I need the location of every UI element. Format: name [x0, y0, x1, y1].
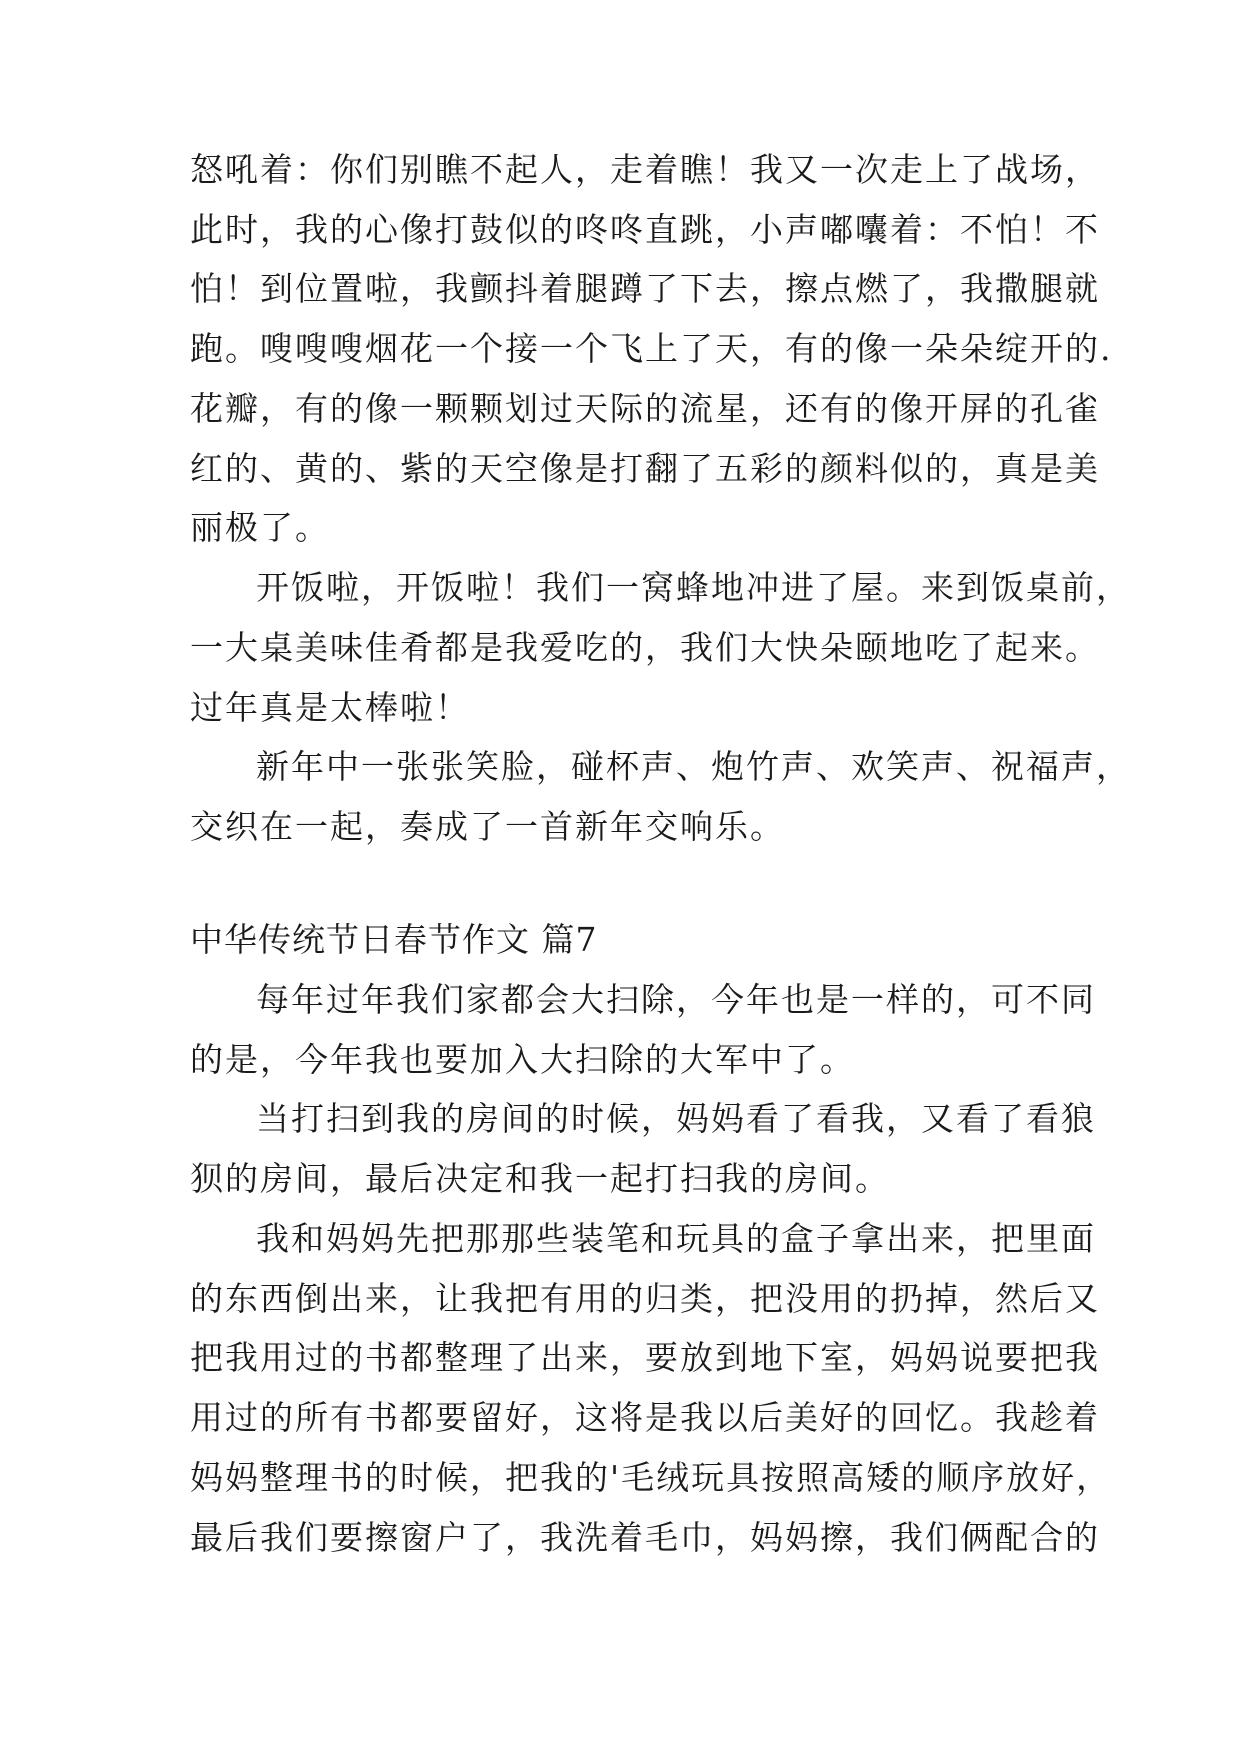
text-line: 怕！到位置啦，我颤抖着腿蹲了下去，擦点燃了，我撒腿就	[190, 269, 1100, 308]
text-line: 把我用过的书都整理了出来，要放到地下室，妈妈说要把我	[190, 1338, 1100, 1377]
text-line: 交织在一起，奏成了一首新年交响乐。	[190, 807, 785, 846]
text-line: 丽极了。	[190, 508, 330, 547]
text-line: 过年真是太棒啦！	[190, 688, 470, 727]
text-line: 红的、黄的、紫的天空像是打翻了五彩的颜料似的，真是美	[190, 449, 1100, 488]
text-line: 妈妈整理书的时候，把我的'毛绒玩具按照高矮的顺序放好，	[190, 1458, 1112, 1497]
text-line: 用过的所有书都要留好，这将是我以后美好的回忆。我趁着	[190, 1398, 1100, 1437]
paragraph-first-line: 每年过年我们家都会大扫除，今年也是一样的，可不同	[256, 980, 1096, 1019]
text-line: 的东西倒出来，让我把有用的归类，把没用的扔掉，然后又	[190, 1279, 1100, 1318]
text-line: 怒吼着：你们别瞧不起人，走着瞧！我又一次走上了战场，	[190, 150, 1100, 189]
paragraph-first-line: 开饭啦，开饭啦！我们一窝蜂地冲进了屋。来到饭桌前，	[256, 568, 1131, 607]
paragraph-first-line: 当打扫到我的房间的时候，妈妈看了看我，又看了看狼	[256, 1099, 1096, 1138]
text-line: 花瓣，有的像一颗颗划过天际的流星，还有的像开屏的孔雀	[190, 389, 1100, 428]
text-line: 此时，我的心像打鼓似的咚咚直跳，小声嘟囔着：不怕！不	[190, 210, 1100, 249]
text-line: 的是，今年我也要加入大扫除的大军中了。	[190, 1040, 855, 1079]
paragraph-first-line: 新年中一张张笑脸，碰杯声、炮竹声、欢笑声、祝福声，	[256, 747, 1131, 786]
text-line: 一大桌美味佳肴都是我爱吃的，我们大快朵颐地吃了起来。	[190, 628, 1100, 667]
text-line: 狈的房间，最后决定和我一起打扫我的房间。	[190, 1159, 890, 1198]
section-heading: 中华传统节日春节作文 篇7	[190, 920, 598, 959]
paragraph-first-line: 我和妈妈先把那那些装笔和玩具的盒子拿出来，把里面	[256, 1219, 1096, 1258]
text-line: 跑。嗖嗖嗖烟花一个接一个飞上了天，有的像一朵朵绽开的.	[190, 329, 1113, 368]
text-line: 最后我们要擦窗户了，我洗着毛巾，妈妈擦，我们俩配合的	[190, 1518, 1100, 1557]
